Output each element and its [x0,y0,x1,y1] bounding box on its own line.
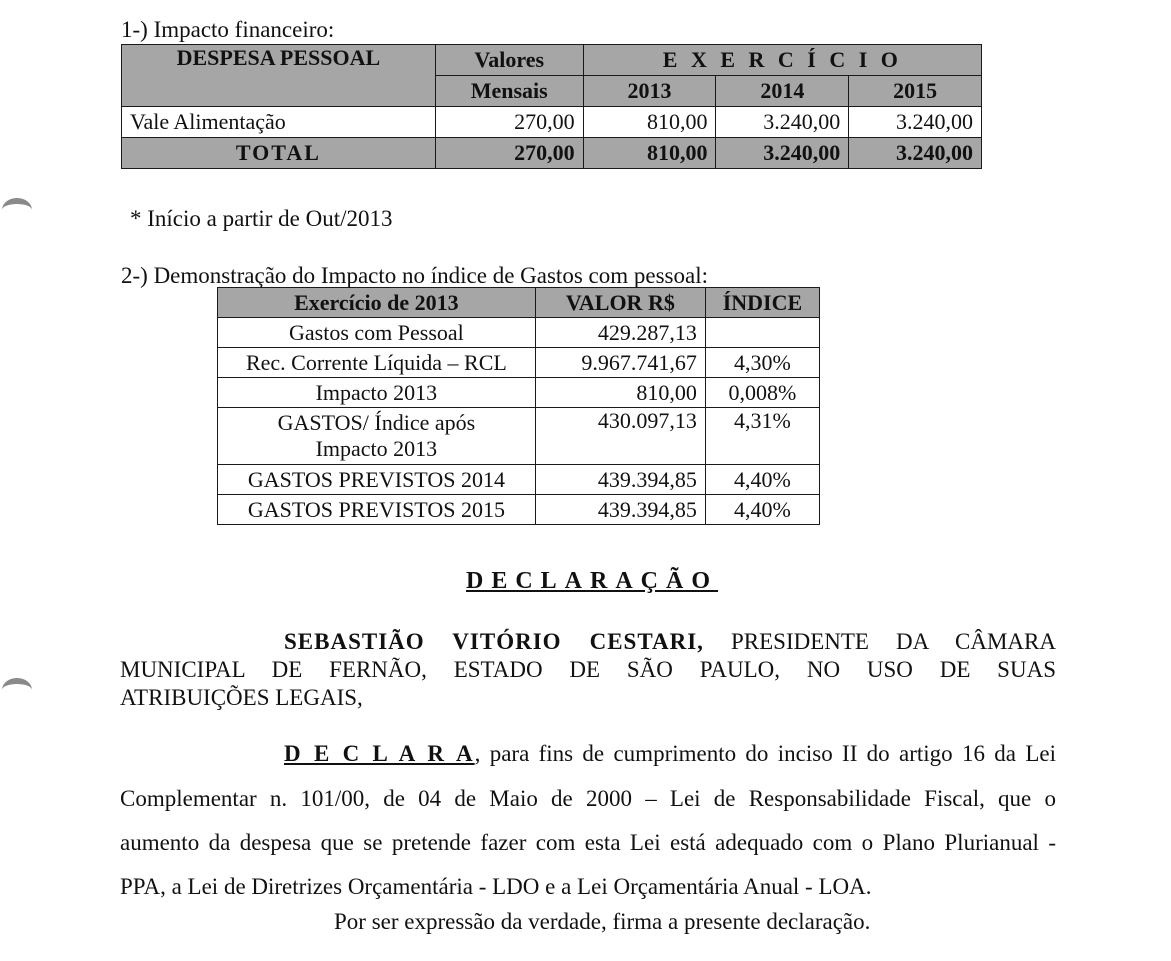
total-label: TOTAL [122,138,436,169]
financial-impact-table [121,44,982,169]
row-valor: 810,00 [535,378,705,408]
row-valor: 430.097,13 [535,408,705,465]
col-header-despesa: DESPESA PESSOAL [122,45,436,107]
row-2014: 3.240,00 [716,107,849,138]
row-label: Rec. Corrente Líquida – RCL [218,348,536,378]
punch-hole-mark [2,678,32,702]
row-label [218,408,536,465]
col-header-exercicio: E X E R C Í C I O [583,45,981,76]
row-label: GASTOS PREVISTOS 2015 [218,495,536,525]
total-mensal: 270,00 [435,138,583,169]
declara-word: D E C L A R A [284,741,475,766]
row-indice: 4,40% [705,465,819,495]
row-label: Impacto 2013 [218,378,536,408]
row-label: Gastos com Pessoal [218,318,536,348]
table-row [218,495,820,525]
table-row [218,408,820,465]
row-valor: 439.394,85 [535,495,705,525]
president-title: PRESIDENTE DA CÂMARA [730,629,1056,654]
col-header-mensais: Mensais [435,76,583,107]
declaration-title: DECLARAÇÃO [466,568,719,594]
total-row [122,138,982,169]
declaration-p1-line1 [284,628,1056,656]
table-row [218,465,820,495]
declara-rest: , para fins de cumprimento do inciso II do artigo 16 da Lei [474,741,1056,766]
row-mensal: 270,00 [435,107,583,138]
col-header-valor: VALOR R$ [535,288,705,318]
row-indice: 0,008% [705,378,819,408]
year-header: 2014 [716,76,849,107]
declaration-p1-line3: ATRIBUIÇÕES LEGAIS, [120,685,363,710]
table-row [218,378,820,408]
table-row [122,107,982,138]
row-label-line: GASTOS/ Índice após [277,410,476,435]
row-label: Vale Alimentação [122,107,436,138]
year-header: 2015 [849,76,982,107]
row-label-line: Impacto 2013 [315,436,438,461]
total-2015: 3.240,00 [849,138,982,169]
president-name: SEBASTIÃO VITÓRIO CESTARI, [284,629,704,654]
section1-heading: 1-) Impacto financeiro: [121,17,335,42]
declaration-p2-line1 [284,740,1056,768]
col-header-exercicio-2013: Exercício de 2013 [218,288,536,318]
row-valor: 439.394,85 [535,465,705,495]
declaration-p2-line2: Complementar n. 101/00, de 04 de Maio de 2000 – Lei de Responsabilidade Fiscal, que o [120,786,1056,811]
declaration-p2-line4: PPA, a Lei de Diretrizes Orçamentária - LDO e a Lei Orçamentária Anual - LOA. [120,874,872,899]
punch-hole-mark [2,198,32,222]
table-row [218,318,820,348]
row-indice [705,318,819,348]
index-impact-table [217,287,820,525]
section2-heading: 2-) Demonstração do Impacto no índice de Gastos com pessoal: [121,263,708,288]
declaration-closing: Por ser expressão da verdade, firma a presente declaração. [334,909,871,934]
year-header: 2013 [583,76,716,107]
total-2014: 3.240,00 [716,138,849,169]
row-2015: 3.240,00 [849,107,982,138]
row-indice: 4,30% [705,348,819,378]
col-header-valores: Valores [435,45,583,76]
declaration-p1-line2: MUNICIPAL DE FERNÃO, ESTADO DE SÃO PAULO, NO USO DE SUAS [120,657,1056,682]
total-2013: 810,00 [583,138,716,169]
row-indice: 4,40% [705,495,819,525]
row-indice: 4,31% [705,408,819,465]
declaration-p2-line3: aumento da despesa que se pretende fazer com esta Lei está adequado com o Plano Plurianual - [120,830,1056,855]
row-label: GASTOS PREVISTOS 2014 [218,465,536,495]
row-valor: 9.967.741,67 [535,348,705,378]
row-valor: 429.287,13 [535,318,705,348]
table-row [218,348,820,378]
col-header-indice: ÍNDICE [705,288,819,318]
footnote: * Início a partir de Out/2013 [130,206,393,231]
row-2013: 810,00 [583,107,716,138]
